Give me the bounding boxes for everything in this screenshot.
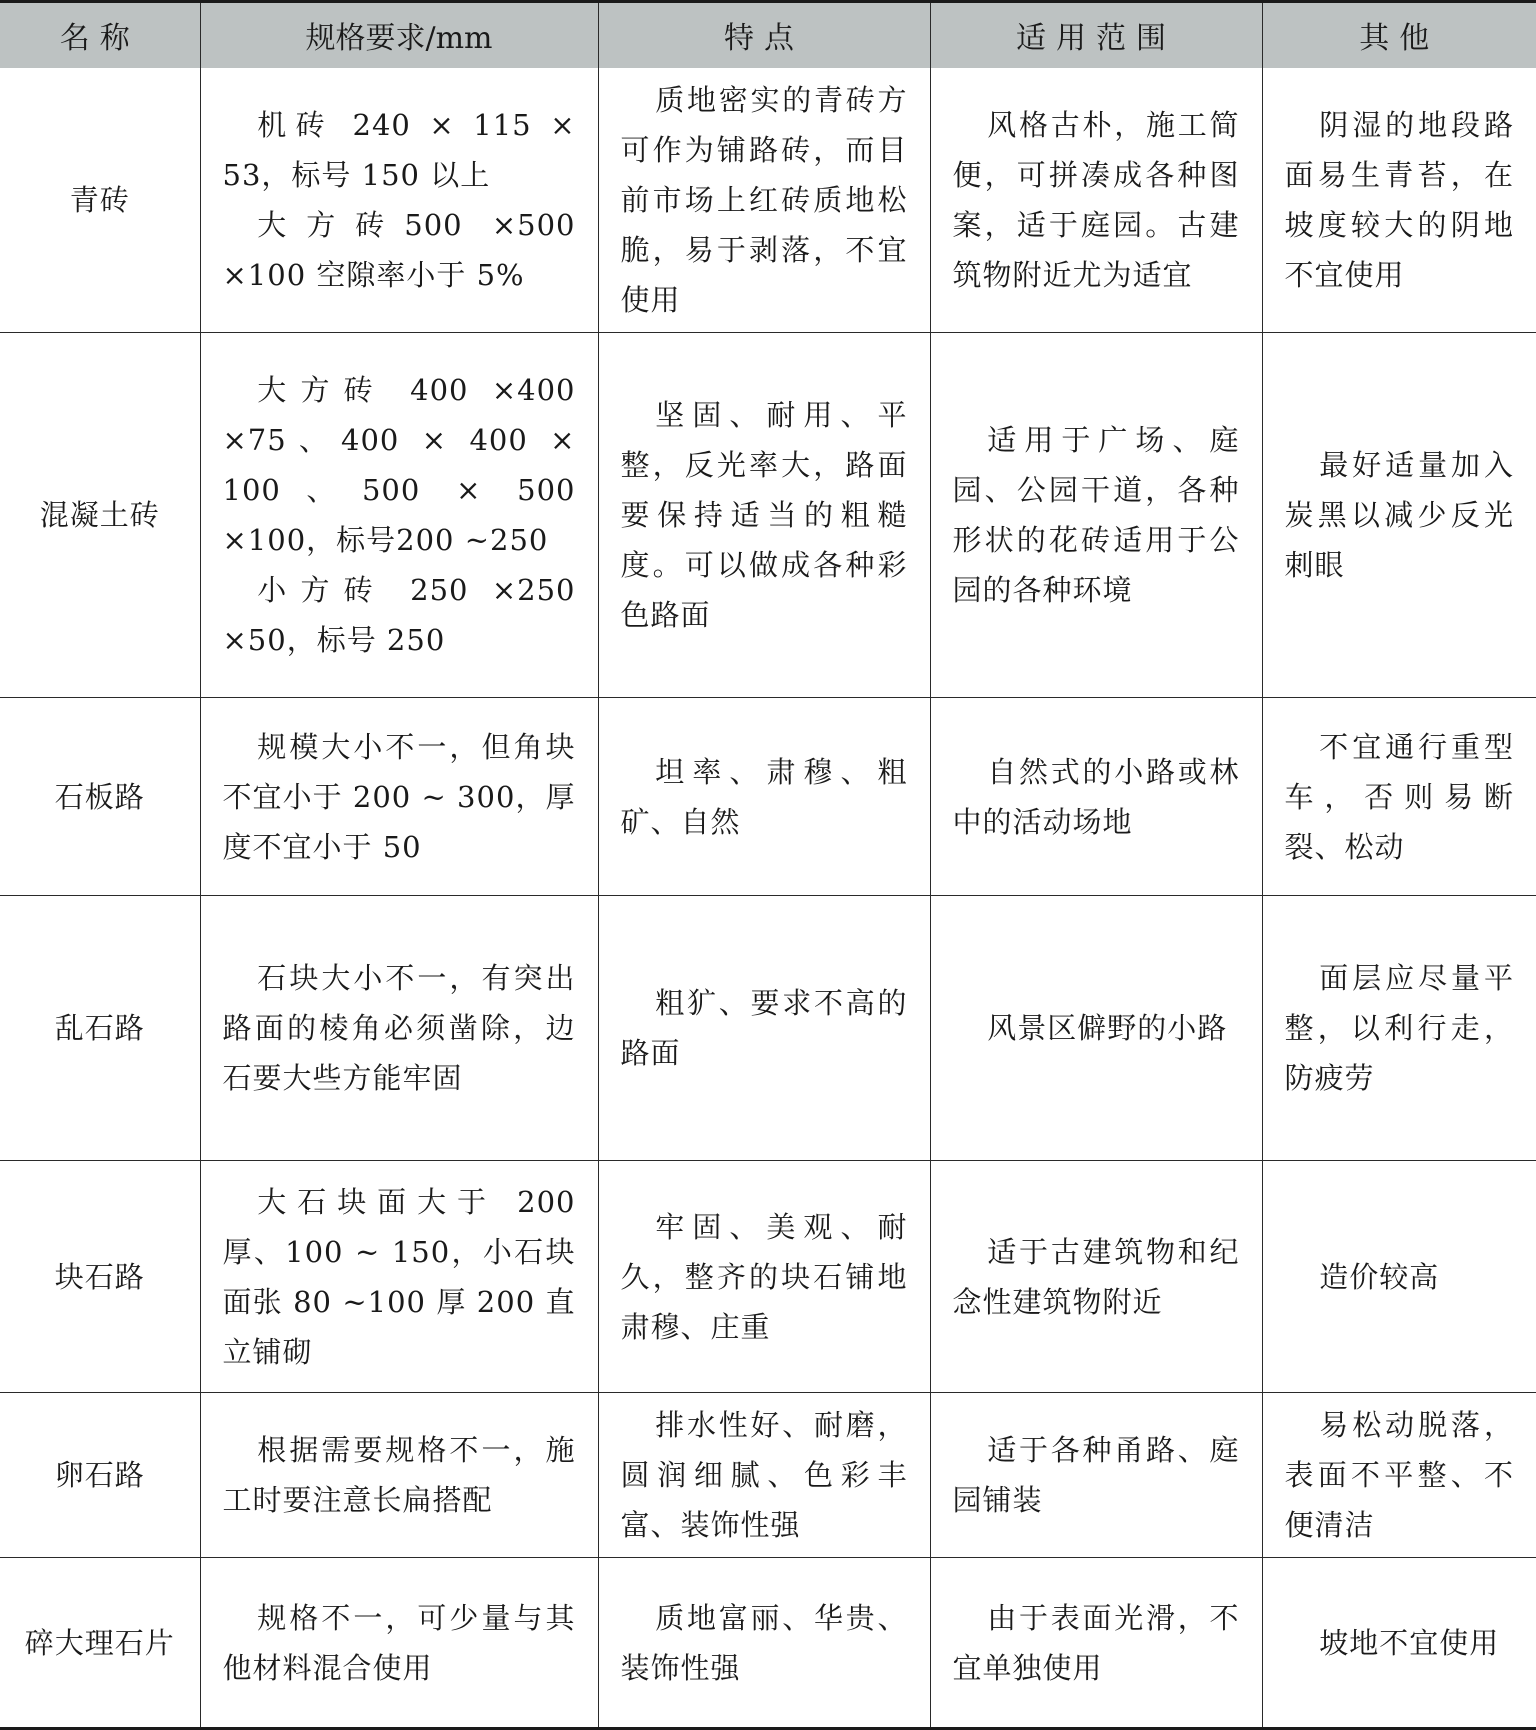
row-spec [200, 1558, 598, 1729]
scope-text: 适于古建筑物和纪念性建筑物附近 [952, 1234, 1240, 1319]
row-other [1262, 1161, 1536, 1393]
row-name: 混凝土砖 [0, 333, 200, 698]
row-name: 乱石路 [0, 896, 200, 1161]
row-name: 块石路 [0, 1161, 200, 1393]
row-features [598, 333, 930, 698]
scope-text: 适于各种甬路、庭园铺装 [952, 1433, 1240, 1517]
row-spec [200, 1393, 598, 1558]
header-other: 其他 [1262, 2, 1536, 68]
header-row [0, 2, 1536, 68]
row-scope [930, 1558, 1262, 1729]
header-scope: 适用范围 [930, 2, 1262, 68]
table-row [0, 1161, 1536, 1393]
scope-text: 风景区僻野的小路 [987, 1011, 1228, 1045]
scope-text: 风格古朴，施工简便，可拼凑成各种图案，适于庭园。古建筑物附近尤为适宜 [952, 107, 1240, 292]
row-spec [200, 68, 598, 333]
scope-text: 由于表面光滑，不宜单独使用 [952, 1600, 1240, 1685]
row-other [1262, 1558, 1536, 1729]
row-name: 碎大理石片 [0, 1558, 200, 1729]
other-text: 最好适量加入炭黑以减少反光刺眼 [1284, 448, 1514, 582]
table-row [0, 68, 1536, 333]
header-features: 特点 [598, 2, 930, 68]
spec-line: 规模大小不一，但角块不宜小于 200 ~ 300，厚度不宜小于 50 [222, 729, 576, 864]
table-row [0, 896, 1536, 1161]
row-spec [200, 333, 598, 698]
row-spec [200, 896, 598, 1161]
table-header [0, 2, 1536, 68]
row-name: 石板路 [0, 698, 200, 896]
row-features [598, 698, 930, 896]
other-text: 坡地不宜使用 [1319, 1625, 1500, 1660]
features-text: 坦率、肃穆、粗矿、自然 [620, 754, 908, 839]
spec-line: 机砖 240 × 115 × 53，标号 150 以上 [222, 107, 576, 192]
features-text: 粗犷、要求不高的路面 [620, 986, 908, 1070]
features-text: 质地富丽、华贵、装饰性强 [620, 1600, 908, 1685]
row-features [598, 68, 930, 333]
table-row [0, 333, 1536, 698]
row-other [1262, 896, 1536, 1161]
features-text: 质地密实的青砖方可作为铺路砖，而目前市场上红砖质地松脆，易于剥落，不宜使用 [620, 82, 908, 317]
spec-line: 石块大小不一，有突出路面的棱角必须凿除，边石要大些方能牢固 [222, 961, 576, 1095]
row-scope [930, 68, 1262, 333]
table-row [0, 1393, 1536, 1558]
row-other [1262, 68, 1536, 333]
scope-text: 适用于广场、庭园、公园干道，各种形状的花砖适用于公园的各种环境 [952, 423, 1240, 607]
table-body [0, 68, 1536, 1729]
other-text: 不宜通行重型车，否则易断裂、松动 [1284, 729, 1514, 864]
spec-line: 规格不一，可少量与其他材料混合使用 [222, 1600, 576, 1685]
table-row [0, 1558, 1536, 1729]
row-scope [930, 896, 1262, 1161]
header-spec: 规格要求/mm [200, 2, 598, 68]
spec-line: 大石块面大于 200 厚、100 ~ 150，小石块面张 80 ~100 厚 200 直立铺砌 [222, 1184, 576, 1369]
features-text: 牢固、美观、耐久，整齐的块石铺地肃穆、庄重 [620, 1209, 908, 1344]
row-features [598, 1393, 930, 1558]
other-text: 造价较高 [1319, 1259, 1440, 1294]
row-scope [930, 1161, 1262, 1393]
row-features [598, 896, 930, 1161]
row-name: 青砖 [0, 68, 200, 333]
other-text: 面层应尽量平整，以利行走，防疲劳 [1284, 961, 1514, 1095]
row-scope [930, 1393, 1262, 1558]
row-other [1262, 333, 1536, 698]
scope-text: 自然式的小路或林中的活动场地 [952, 754, 1240, 839]
row-features [598, 1161, 930, 1393]
row-spec [200, 698, 598, 896]
spec-line: 大方砖500 ×500 ×100 空隙率小于 5% [222, 207, 576, 292]
spec-line: 大方砖 400 ×400 ×75、400 × 400 × 100、500 × 500 ×100，标号200 ~250 [222, 373, 576, 557]
row-scope [930, 698, 1262, 896]
features-text: 坚固、耐用、平整，反光率大，路面要保持适当的粗糙度。可以做成各种彩色路面 [620, 398, 908, 632]
spec-line: 根据需要规格不一，施工时要注意长扁搭配 [222, 1433, 576, 1517]
features-text: 排水性好、耐磨，圆润细腻、色彩丰富、装饰性强 [620, 1408, 908, 1542]
spec-line: 小方砖 250 ×250 ×50，标号 250 [222, 573, 576, 657]
table-row [0, 698, 1536, 896]
row-other [1262, 698, 1536, 896]
row-features [598, 1558, 930, 1729]
row-name: 卵石路 [0, 1393, 200, 1558]
row-other [1262, 1393, 1536, 1558]
other-text: 阴湿的地段路面易生青苔，在坡度较大的阴地不宜使用 [1284, 107, 1514, 292]
row-spec [200, 1161, 598, 1393]
header-name: 名称 [0, 2, 200, 68]
other-text: 易松动脱落，表面不平整、不便清洁 [1284, 1408, 1514, 1542]
row-scope [930, 333, 1262, 698]
